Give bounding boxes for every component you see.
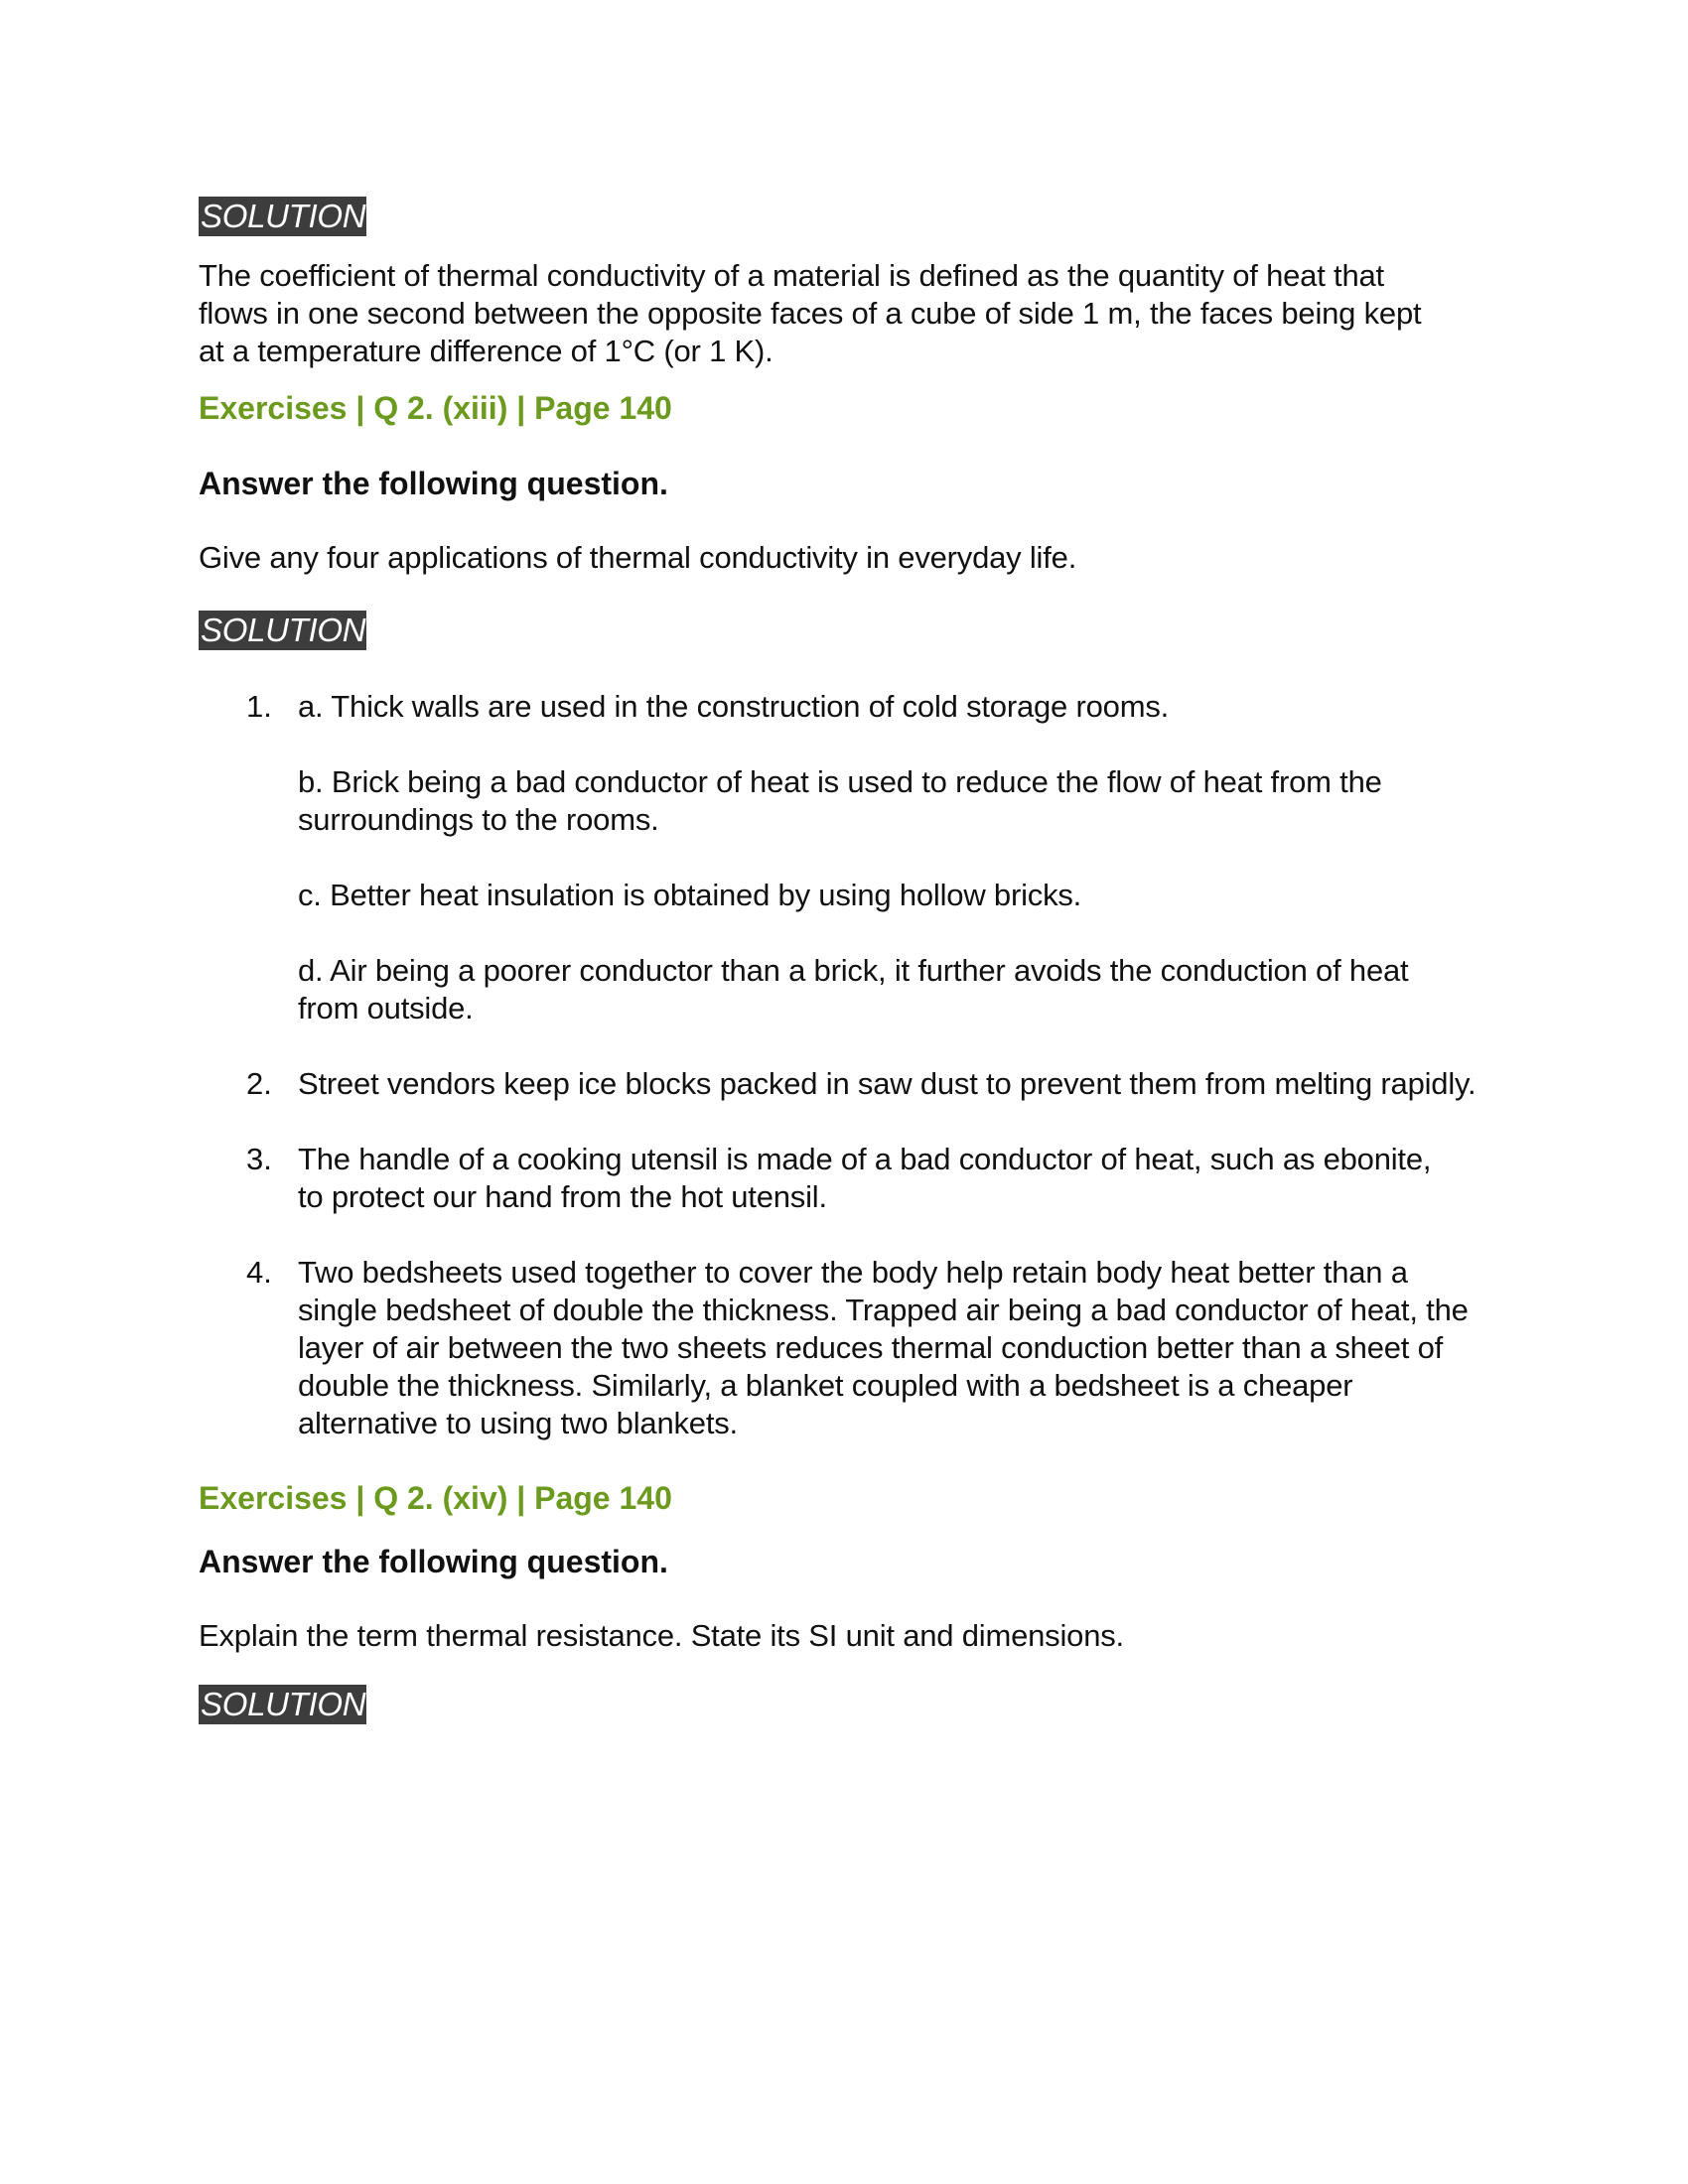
solution-text: The coefficient of thermal conductivity of a material is defined as the quantity of heat that flows in one second between the opposite faces of a cube of side 1 m, the faces being kept at a temperature difference of 1°C (or 1 K). xyxy=(199,258,1422,368)
question-heading: Answer the following question. xyxy=(199,1544,668,1579)
list-number: 3. xyxy=(246,1142,272,1176)
exercise-heading: Exercises | Q 2. (xiv) | Page 140 xyxy=(199,1480,672,1516)
list-item-text: b. Brick being a bad conductor of heat is used to reduce the flow of heat from the surroundings to the rooms. xyxy=(298,764,1382,837)
list-item-text: c. Better heat insulation is obtained by using hollow bricks. xyxy=(298,878,1082,912)
solution-label xyxy=(199,611,1489,650)
question-text: Give any four applications of thermal conductivity in everyday life. xyxy=(199,540,1077,575)
solution-label xyxy=(199,1685,1489,1724)
solution-badge: SOLUTION xyxy=(201,198,366,234)
list-item xyxy=(199,688,1479,1027)
list-item-text: The handle of a cooking utensil is made of a bad conductor of heat, such as ebonite, to protect our hand from the hot utensil. xyxy=(298,1142,1432,1214)
exercise-heading: Exercises | Q 2. (xiii) | Page 140 xyxy=(199,390,672,426)
list-item-text: Two bedsheets used together to cover the body help retain body heat better than a single bedsheet of double the thickness. Trapped air being a bad conductor of heat, the layer of air between the two sheets reduces thermal conduction better than a sheet of double the thickness. Similarly, a blanket coupled with a bedsheet is a cheaper alternative to using two blankets. xyxy=(298,1255,1469,1440)
list-item xyxy=(199,1254,1479,1442)
list-item xyxy=(199,1065,1479,1103)
solution-badge: SOLUTION xyxy=(201,612,366,648)
list-number: 1. xyxy=(246,689,272,724)
applications-list xyxy=(199,688,1479,1442)
list-item-text: a. Thick walls are used in the construction of cold storage rooms. xyxy=(298,689,1170,724)
solution-badge: SOLUTION xyxy=(201,1686,366,1722)
question-heading: Answer the following question. xyxy=(199,466,668,501)
list-item-text: Street vendors keep ice blocks packed in saw dust to prevent them from melting rapidly. xyxy=(298,1066,1477,1101)
solution-label xyxy=(199,197,1489,236)
list-number: 2. xyxy=(246,1066,272,1101)
document-page xyxy=(199,197,1489,1724)
list-item-text: d. Air being a poorer conductor than a brick, it further avoids the conduction of heat from outside. xyxy=(298,953,1409,1025)
list-item xyxy=(199,1141,1479,1216)
list-number: 4. xyxy=(246,1255,272,1290)
question-text: Explain the term thermal resistance. State its SI unit and dimensions. xyxy=(199,1618,1124,1653)
